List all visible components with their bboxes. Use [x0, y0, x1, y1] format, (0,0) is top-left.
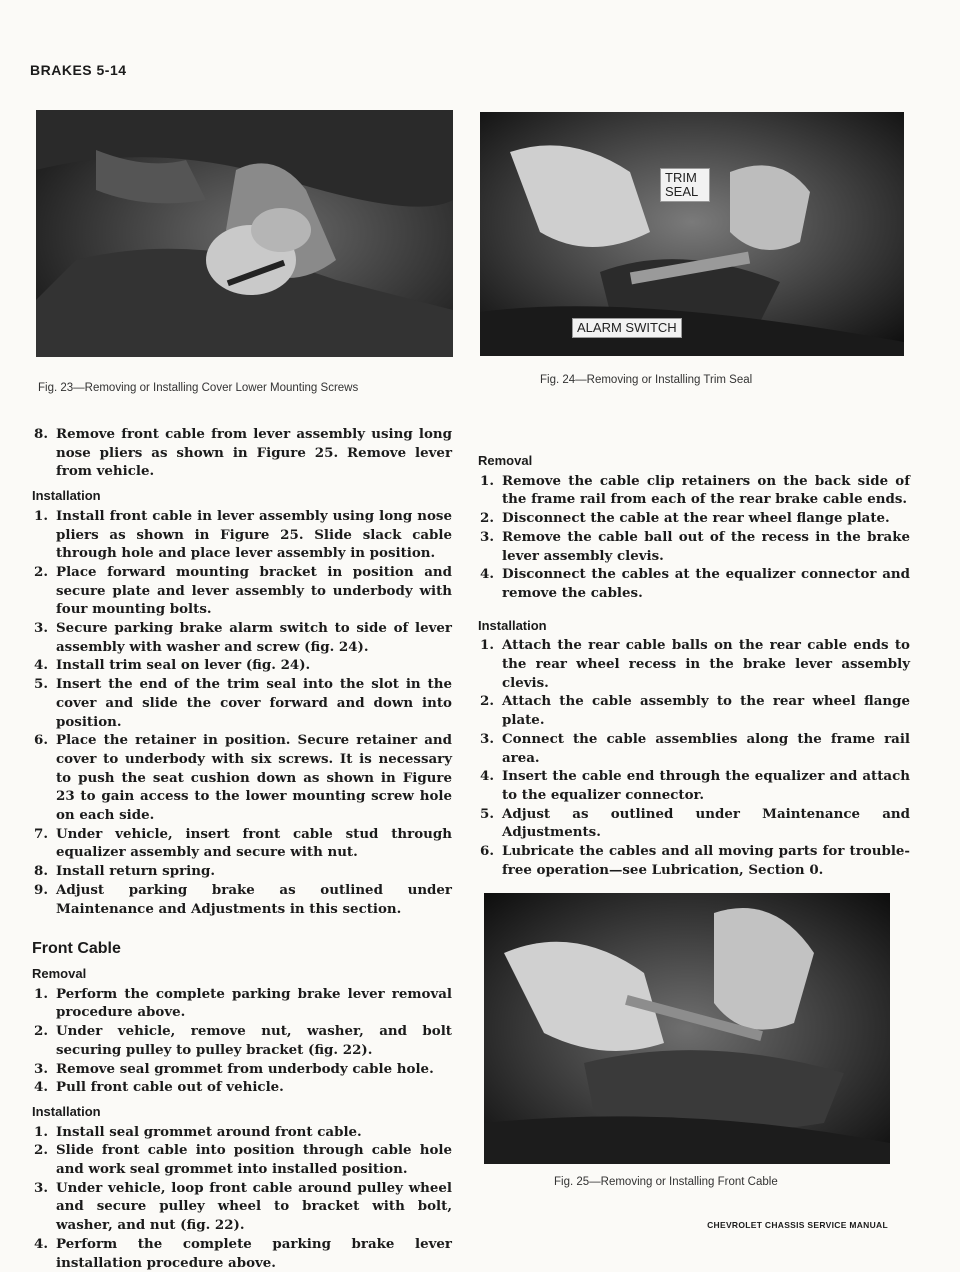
page-footer: CHEVROLET CHASSIS SERVICE MANUAL: [707, 1220, 888, 1230]
list-item: 3. Secure parking brake alarm switch to side of lever assembly with washer and screw (fig. 24).: [34, 620, 452, 655]
list-item: 2. Place forward mounting bracket in position and secure plate and lever assembly to underbody with four mounting bolts.: [34, 563, 452, 618]
front-cable-removal-heading: Removal: [32, 965, 87, 981]
list-item: 4. Install trim seal on lever (fig. 24).: [34, 657, 311, 674]
front-cable-installation-heading: Installation: [32, 1103, 101, 1119]
trim-seal-label: TRIM SEAL: [660, 168, 710, 202]
list-item: 2. Disconnect the cable at the rear wheel flange plate.: [480, 510, 890, 527]
list-item: 9. Adjust parking brake as outlined under Maintenance and Adjustments in this section.: [34, 881, 452, 917]
alarm-switch-label: ALARM SWITCH: [572, 318, 682, 338]
list-item: 8. Remove front cable from lever assembly using long nose pliers as shown in Figure 25. Remove lever from vehicle.: [34, 426, 452, 480]
list-item: 1. Install seal grommet around front cable.: [34, 1123, 362, 1140]
right-column: [478, 446, 910, 879]
figure-25-photo: [484, 893, 890, 1164]
figure-24-photo: [480, 112, 904, 356]
list-item: 2. Attach the cable assembly to the rear wheel flange plate.: [480, 693, 910, 729]
installation-list: [32, 507, 452, 918]
removal-heading: Removal: [478, 453, 533, 468]
front-cable-title: Front Cable: [32, 940, 121, 958]
figure-25-caption: Fig. 25—Removing or Installing Front Cable: [554, 1176, 778, 1188]
list-item: 1. Install front cable in lever assembly using long nose pliers as shown in Figure 25. Slide slack cable through hole and place lever assembly in position.: [34, 507, 452, 562]
list-item: 7. Under vehicle, insert front cable stud through equalizer assembly and secure with nut.: [34, 825, 452, 861]
front-cable-removal-list: [32, 985, 452, 1097]
figure-24-caption: Fig. 24—Removing or Installing Trim Seal: [540, 374, 753, 386]
front-cable-installation-list: [32, 1123, 452, 1272]
list-item: 2. Under vehicle, remove nut, washer, and bolt securing pulley to pulley bracket (fig. 22).: [34, 1023, 452, 1058]
list-item: 4. Perform the complete parking brake lever installation procedure above.: [34, 1235, 452, 1271]
list-item: 4. Disconnect the cables at the equalizer connector and remove the cables.: [480, 566, 910, 601]
list-item: 3. Remove the cable ball out of the recess in the brake lever assembly clevis.: [480, 528, 910, 564]
list-item: 1. Attach the rear cable balls on the rear cable ends to the rear wheel recess in the brake lever assembly clevis.: [480, 637, 910, 691]
continued-removal-list: [32, 425, 452, 481]
list-item: 5. Insert the end of the trim seal into the slot in the cover and slide the cover forward and down into position.: [34, 676, 452, 730]
list-item: 3. Remove seal grommet from underbody cable hole.: [34, 1060, 434, 1077]
list-item: 3. Connect the cable assemblies along the frame rail area.: [480, 730, 910, 766]
list-item: 4. Pull front cable out of vehicle.: [34, 1079, 284, 1096]
figure-23-caption: Fig. 23—Removing or Installing Cover Lower Mounting Screws: [38, 382, 359, 394]
list-item: 6. Place the retainer in position. Secure retainer and cover to underbody with six screws. It is necessary to push the seat cushion down as shown in Figure 23 to gain access to the lower mounting screw hole on each side.: [34, 732, 452, 824]
list-item: 5. Adjust as outlined under Maintenance and Adjustments.: [480, 805, 910, 841]
left-column: [32, 425, 452, 1272]
list-item: 2. Slide front cable into position through cable hole and work seal grommet into installed position.: [34, 1142, 452, 1178]
removal-list: [478, 472, 910, 603]
installation-list: [478, 636, 910, 879]
installation-heading: Installation: [478, 617, 547, 633]
list-item: 1. Perform the complete parking brake lever removal procedure above.: [34, 985, 452, 1021]
list-item: 8. Install return spring.: [34, 863, 215, 880]
installation-heading: Installation: [32, 488, 101, 504]
list-item: 4. Insert the cable end through the equalizer and attach to the equalizer connector.: [480, 768, 910, 803]
figure-23-photo: [36, 110, 453, 357]
list-item: 1. Remove the cable clip retainers on the back side of the frame rail from each of the rear brake cable ends.: [480, 472, 910, 508]
list-item: 6. Lubricate the cables and all moving parts for trouble-free operation—see Lubrication, Section 0.: [480, 843, 910, 878]
page-header: BRAKES 5-14: [30, 62, 127, 78]
list-item: 3. Under vehicle, loop front cable around pulley wheel and secure pulley wheel to bracket with bolt, washer, and nut (fig. 22).: [34, 1179, 452, 1234]
